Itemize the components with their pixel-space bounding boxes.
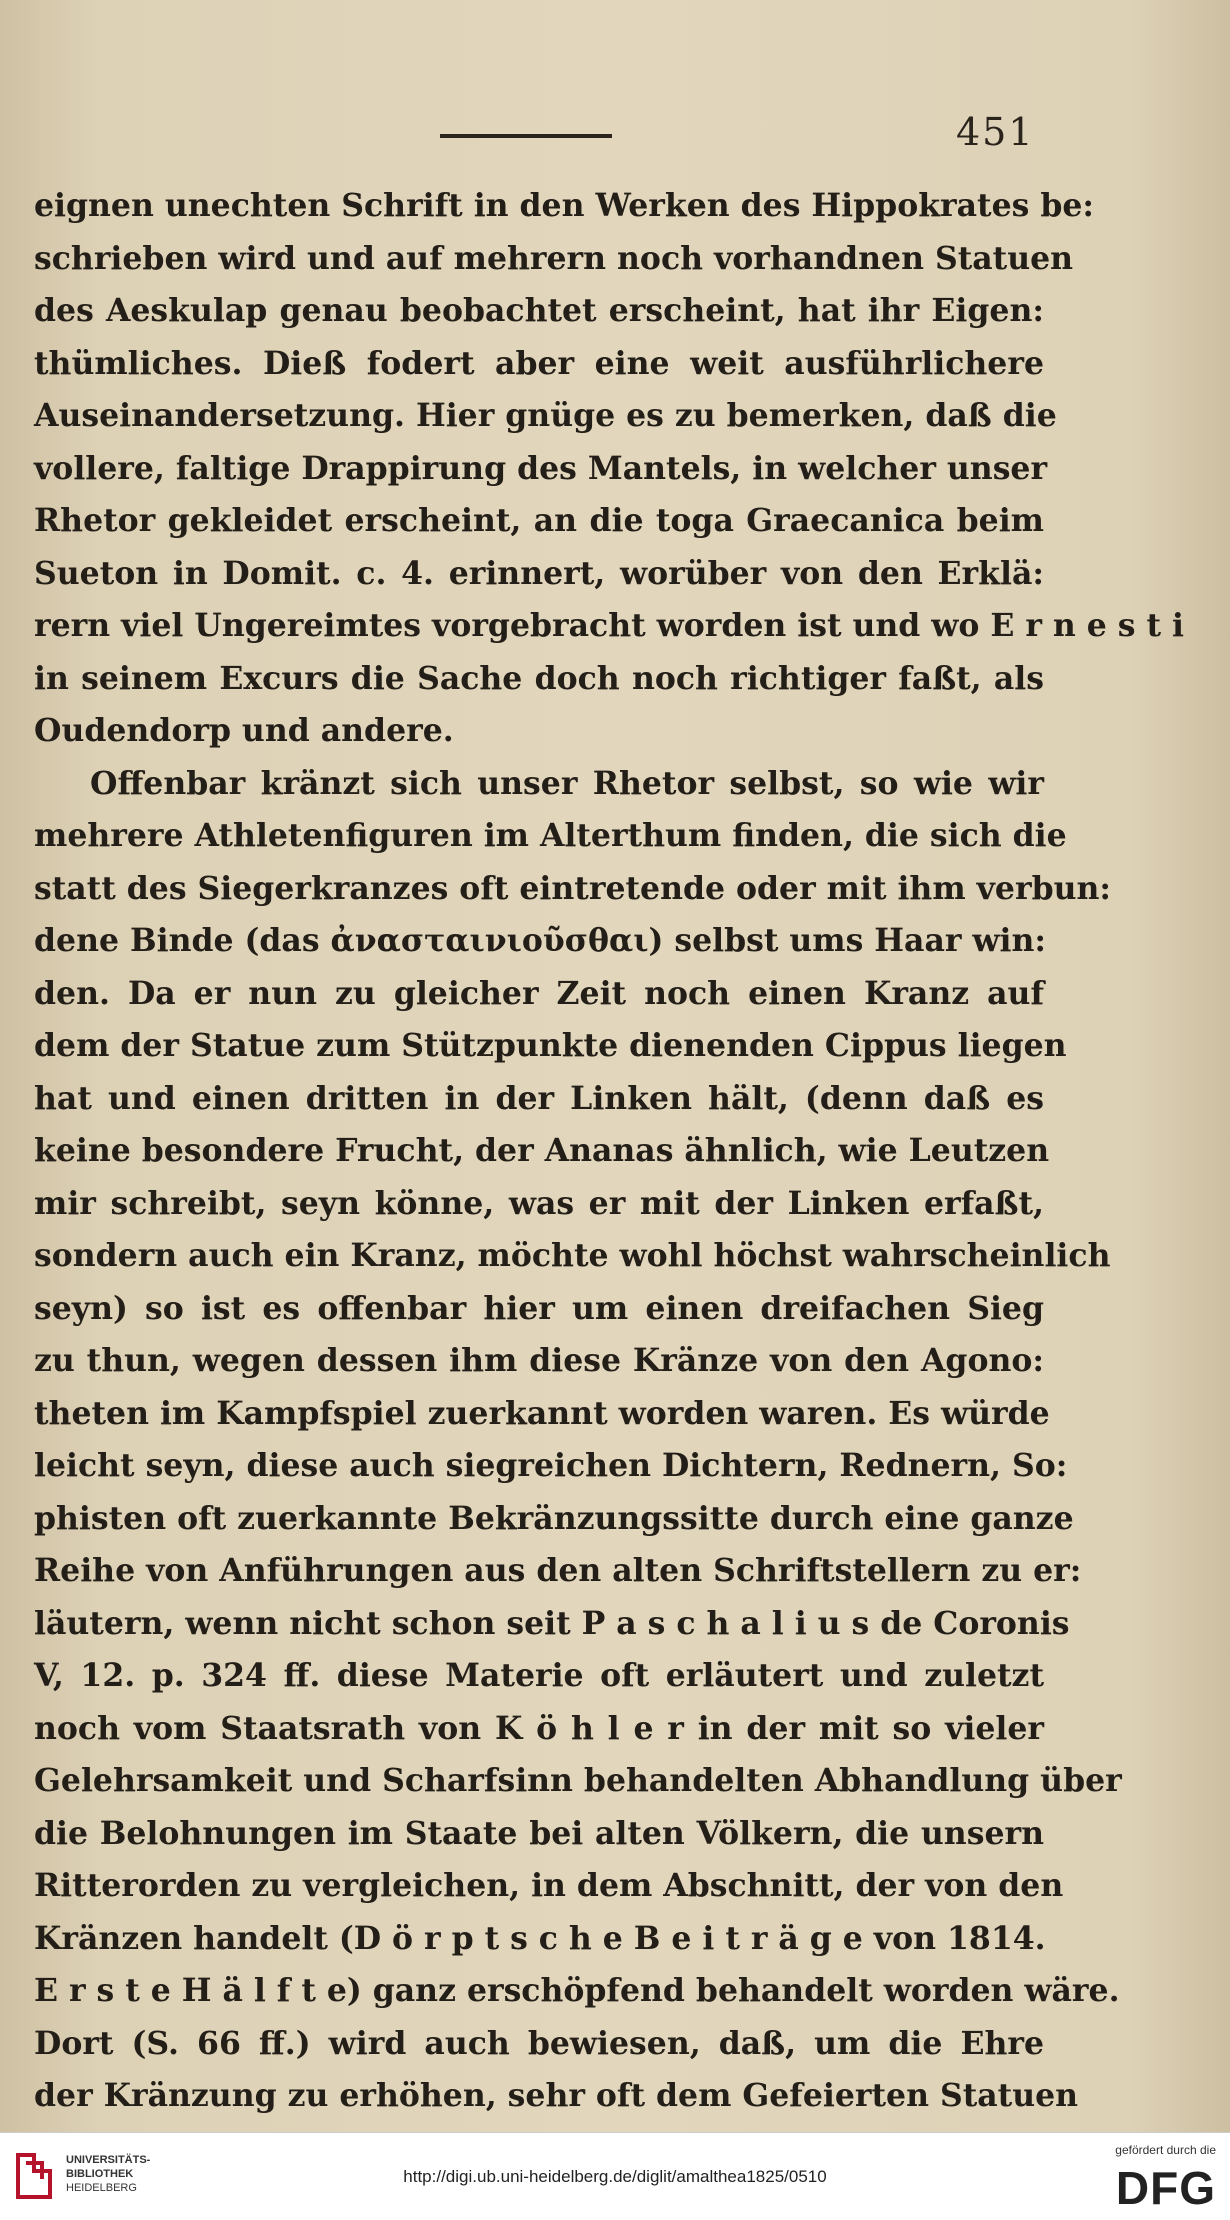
text-line: Ritterorden zu vergleichen, in dem Abschnitt, der von den [34,1867,1064,1904]
text-line: Dort (S. 66 ff.) wird auch bewiesen, daß, um die Ehre [34,2024,1044,2062]
text-line: Offenbar kränzt sich unser Rhetor selbst, so wie wir [90,764,1044,802]
text-line: läutern, wenn nicht schon seit P a s c h a l i u s de Coronis [34,1604,1070,1642]
text-line: dem der Statue zum Stützpunkte dienenden Cippus liegen [34,1027,1067,1064]
library-name-line: UNIVERSITÄTS- [66,2154,151,2166]
footer-bar [0,2132,1230,2220]
text-line: leicht seyn, diese auch siegreichen Dichtern, Rednern, So: [34,1447,1068,1484]
text-line: Gelehrsamkeit und Scharfsinn behandelten Abhandlung über [34,1762,1122,1799]
text-line: Auseinandersetzung. Hier gnüge es zu bemerken, daß die [34,397,1057,434]
permalink [0,2167,1230,2187]
text-line: phisten oft zuerkannte Bekränzungssitte durch eine ganze [34,1499,1074,1537]
text-line: theten im Kampfspiel zuerkannt worden waren. Es würde [34,1394,1050,1432]
text-line: die Belohnungen im Staate bei alten Völkern, die unsern [34,1814,1044,1852]
text-line: seyn) so ist es offenbar hier um einen dreifachen Sieg [34,1289,1044,1327]
text-line: den. Da er nun zu gleicher Zeit noch einen Kranz auf [34,974,1044,1012]
text-line: des Aeskulap genau beobachtet erscheint, hat ihr Eigen: [34,292,1044,329]
text-line: thümliches. Dieß fodert aber eine weit ausführlichere [34,344,1044,382]
funded-by-label: gefördert durch die [1115,2143,1216,2157]
text-line: vollere, faltige Drappirung des Mantels, in welcher unser [34,449,1048,487]
library-name-line: BIBLIOTHEK [66,2168,134,2180]
text-line: statt des Siegerkranzes oft eintretende oder mit ihm verbun: [34,869,1112,907]
text-line: V, 12. p. 324 ff. diese Materie oft erläutert und zuletzt [34,1657,1044,1694]
text-line: Rhetor gekleidet erscheint, an die toga Graecanica beim [34,502,1044,539]
text-line: dene Binde (das ἀνασταινιοῦσθαι) selbst ums Haar win: [34,922,1047,959]
text-line: E r s t e H ä l f t e) ganz erschöpfend behandelt worden wäre. [34,1972,1120,2009]
text-line: mehrere Athletenfiguren im Alterthum finden, die sich die [34,817,1067,854]
body-text [34,180,1184,2123]
text-line: noch vom Staatsrath von K ö h l e r in der mit so vieler [34,1709,1044,1747]
text-line: sondern auch ein Kranz, möchte wohl höchst wahrscheinlich [34,1237,1111,1274]
library-name-line: HEIDELBERG [66,2182,137,2194]
text-line: keine besondere Frucht, der Ananas ähnlich, wie Leutzen [34,1132,1050,1169]
text-line: schrieben wird und auf mehrern noch vorhandnen Statuen [34,239,1074,277]
text-line: in seinem Excurs die Sache doch noch richtiger faßt, als [34,659,1044,697]
text-line: der Kränzung zu erhöhen, sehr oft dem Gefeierten Statuen [34,2077,1079,2114]
header-rule [440,134,612,138]
dfg-logo: DFG [1115,2162,1216,2214]
text-line: zu thun, wegen dessen ihm diese Kränze von den Agono: [34,1342,1044,1379]
text-line: Kränzen handelt (D ö r p t s c h e B e i t r ä g e von 1814. [34,1919,1046,1957]
text-line: rern viel Ungereimtes vorgebracht worden ist und wo E r n e s t i [34,607,1184,644]
text-line: Oudendorp und andere. [34,712,454,749]
text-line: Reihe von Anführungen aus den alten Schriftstellern zu er: [34,1552,1082,1589]
permalink-link[interactable]: http://digi.ub.uni-heidelberg.de/diglit/amalthea1825/0510 [403,2167,827,2186]
text-line: Sueton in Domit. c. 4. erinnert, worüber von den Erklä: [34,554,1044,592]
text-line: eignen unechten Schrift in den Werken des Hippokrates be: [34,187,1095,224]
text-line: mir schreibt, seyn könne, was er mit der Linken erfaßt, [34,1184,1044,1222]
page-number: 451 [956,110,1035,154]
text-line: hat und einen dritten in der Linken hält, (denn daß es [34,1079,1044,1117]
